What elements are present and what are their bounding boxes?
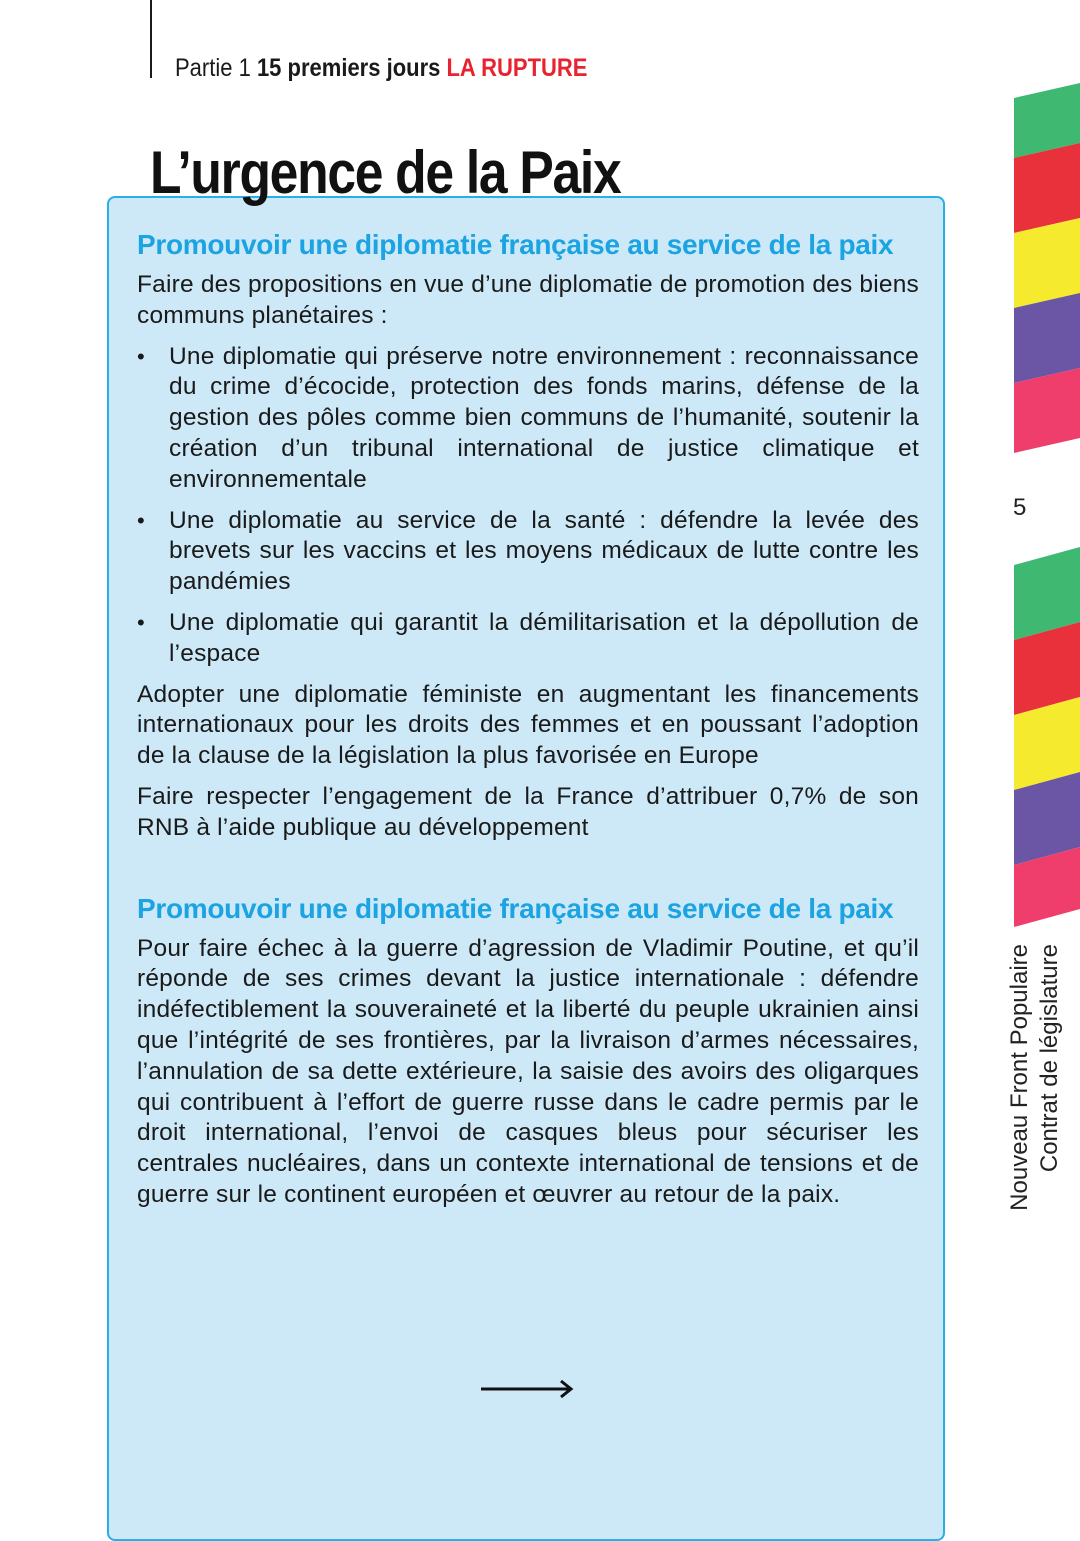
side-caption — [1005, 944, 1065, 1224]
content-box — [107, 196, 945, 1541]
section-heading-1: Promouvoir une diplomatie française au service de la paix — [137, 229, 894, 260]
header-days: 15 premiers jours — [256, 54, 441, 82]
content-inner — [137, 229, 919, 1211]
header-rule — [150, 0, 152, 78]
section-heading-2: Promouvoir une diplomatie française au service de la paix — [137, 892, 894, 924]
bullet-item: • Une diplomatie qui préserve notre environnement : reconnaissance du crime d’écocide, protection des fonds marins, défense de la gestion des pôles comme bien communs de l’humanité, soutenir la création d’un tribunal international de justice climatique et environnementale — [137, 342, 919, 496]
stripe-yellow — [1014, 218, 1080, 308]
color-stripes-bottom — [1014, 547, 1080, 927]
section-1-paragraph: Faire respecter l’engagement de la France d’attribuer 0,7% de son RNB à l’aide publique au développement — [137, 782, 919, 841]
section-2 — [137, 893, 919, 1211]
header-part: Partie 1 — [175, 54, 251, 82]
running-header — [175, 54, 587, 83]
bullet-list — [137, 342, 919, 670]
bullet-item: • Une diplomatie qui garantit la démilitarisation et la dépollution de l’espace — [137, 608, 919, 670]
color-stripes-top — [1014, 83, 1080, 453]
stripe-pink — [1014, 368, 1080, 453]
stripe-purple — [1014, 293, 1080, 383]
page-title: L’urgence de la Paix — [150, 139, 621, 206]
side-caption-line-1: Nouveau Front Populaire — [1006, 944, 1033, 1211]
section-2-body: Pour faire échec à la guerre d’agression de Vladimir Poutine, et qu’il réponde de ses crimes devant la justice internationale : défendre indéfectiblement la souveraineté et la liberté du peuple ukrainien ainsi que l’intégrité de ses frontières, par la livraison d’armes nécessaires, l’annulation de sa dette extérieure, la saisie des avoirs des oligarques qui contribuent à l’effort de guerre russe dans le cadre permis par le droit international, l’envoi de casques bleus pour sécuriser les centrales nucléaires, dans un contexte international de tensions et de guerre sur le continent européen et œuvrer au retour de la paix. — [137, 934, 919, 1208]
section-1-intro: Faire des propositions en vue d’une diplomatie de promotion des biens communs planétaires : — [137, 271, 919, 329]
header-rupture: LA RUPTURE — [446, 54, 588, 82]
bullet-item: • Une diplomatie au service de la santé : défendre la levée des brevets sur les vaccins et les moyens médicaux de lutte contre les pandémies — [137, 506, 919, 598]
side-caption-line-2: Contrat de législature — [1036, 944, 1063, 1173]
section-1-paragraph: Adopter une diplomatie féministe en augmentant les financements internationaux pour les droits des femmes et en poussant l’adoption de la clause de la législation la plus favorisée en Europe — [137, 680, 919, 770]
page-number: 5 — [1013, 494, 1027, 521]
stripe-red — [1014, 143, 1080, 233]
arrow-right-icon[interactable] — [481, 1379, 575, 1399]
